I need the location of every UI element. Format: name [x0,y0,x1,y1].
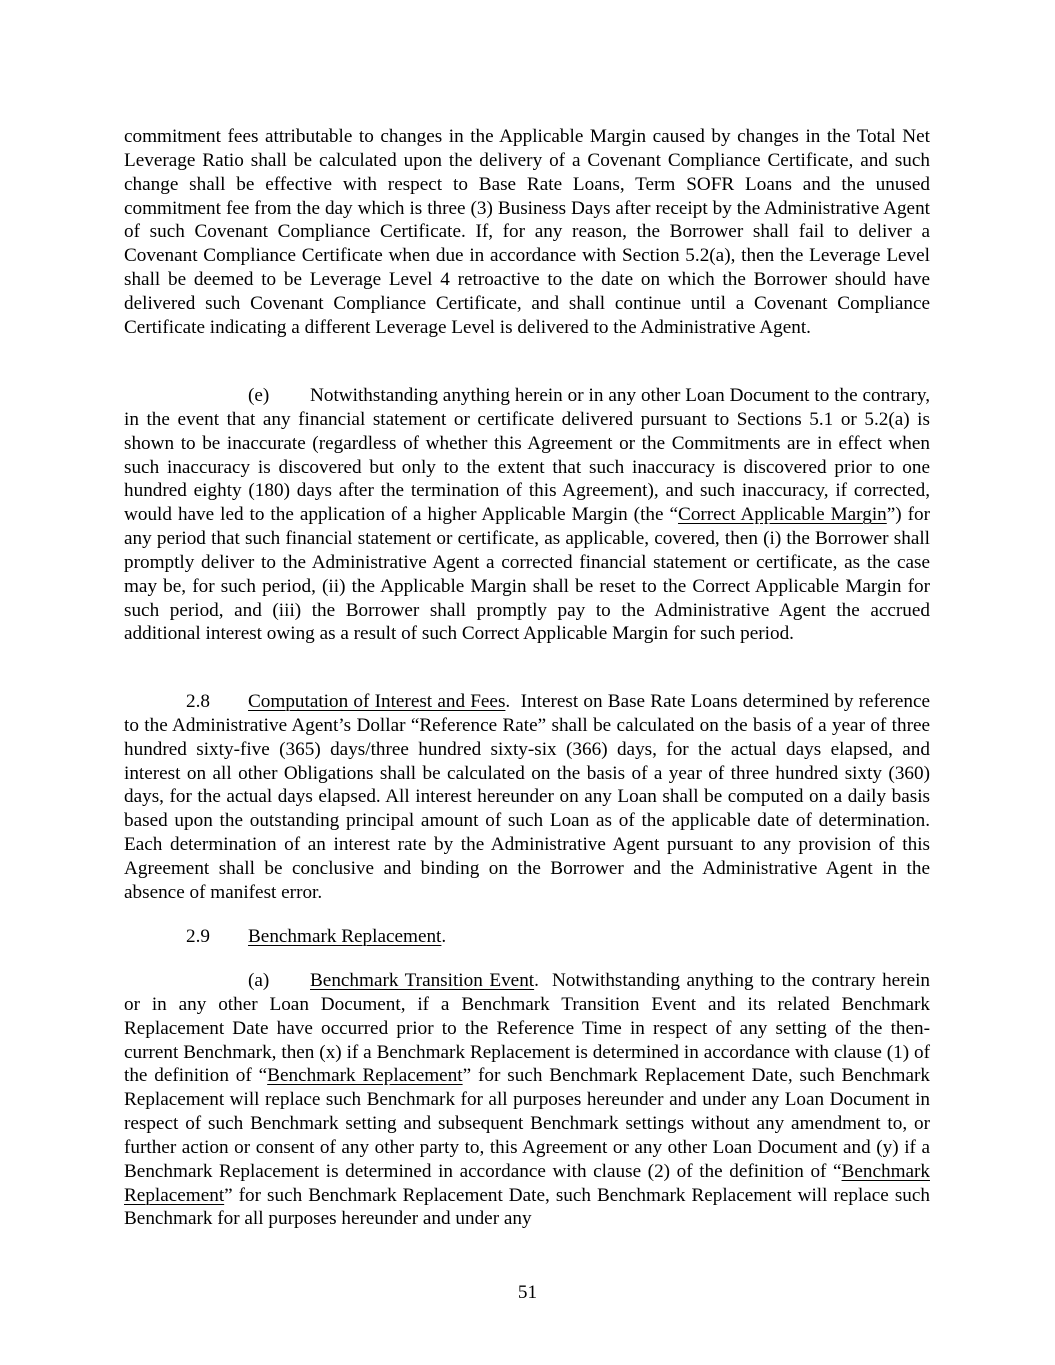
defined-term: Correct Applicable Margin [678,504,887,526]
clause-label: (e) [248,385,270,406]
paragraph-text: Notwithstanding anything to the contrary herein or in any other Loan Document, if a Benchmark Transition Event and its related Benchmark Replacement Date have occurred prior to the Reference Time in respect of any setting of the then-current Benchmark, then (x) if a Benchmark Replacement is determined in accordance with clause (1) of the definition of “ [124,970,931,1087]
paragraph-text: Notwithstanding anything herein or in any other Loan Document to the contrary, in the event that any financial statement or certificate delivered pursuant to Sections 5.1 or 5.2(a) is shown to be inaccurate (regardless of whether this Agreement or the Commitments are in effect when such inaccuracy is discovered but only to the extent that such inaccuracy is discovered prior to one hundred eighty (180) days after the termination of this Agreement), and such inaccuracy, if corrected, would have led to the application of a higher Applicable Margin (the “ [124,385,930,526]
paragraph-text: Interest on Base Rate Loans determined by reference to the Administrative Agent’s Dollar “Reference Rate” shall be calculated on the basis of a year of three hundred sixty-five (365) days/three hundred sixty-six (366) days, for the actual days elapsed, and interest on all other Obligations shall be calculated on the basis of a year of three hundred sixty (360) days, for the actual days elapsed. All interest hereunder on any Loan shall be computed on a daily basis based upon the outstanding principal amount of such Loan as of the applicable date of determination. Each determination of an interest rate by the Administrative Agent pursuant to any provision of this Agreement shall be conclusive and binding on the Borrower and the Administrative Agent in the absence of manifest error. [124,691,930,903]
section-heading: Computation of Interest and Fees [248,691,506,712]
section-2-8-computation [124,690,930,905]
paragraph-leverage-level [124,125,930,340]
page-number: 51 [517,1282,538,1303]
paragraph-a-benchmark-transition [124,969,930,1231]
section-heading: Benchmark Replacement [248,926,442,947]
clause-label: (a) [248,970,270,991]
paragraph-text: ”) for any period that such financial statement or certificate, as applicable, covered, then (i) the Borrower shall promptly deliver to the Administrative Agent a corrected financial statement or certificate, as the case may be, for such period, (ii) the Applicable Margin shall be reset to the Correct Applicable Margin for such period, and (iii) the Borrower shall promptly pay to the Administrative Agent the accrued additional interest owing as a result of such Correct Applicable Margin for such period. [124,504,930,645]
section-number: 2.8 [186,691,210,712]
defined-term: Benchmark Replacement [124,1160,930,1206]
paragraph-e-correct-applicable-margin [124,384,930,646]
paragraph-text: commitment fees attributable to changes in the Applicable Margin caused by changes in the Total Net Leverage Ratio shall be calculated upon the delivery of a Covenant Compliance Certificate, and such change shall be effective with respect to Base Rate Loans, Term SOFR Loans and the unused commitment fee from the day which is three (3) Business Days after receipt by the Administrative Agent of such Covenant Compliance Certificate. If, for any reason, the Borrower shall fail to deliver a Covenant Compliance Certificate when due in accordance with Section 5.2(a), then the Leverage Level shall be deemed to be Leverage Level 4 retroactive to the date on which the Borrower should have delivered such Covenant Compliance Certificate, and shall continue until a Covenant Compliance Certificate indicating a different Leverage Level is delivered to the Administrative Agent. [124,126,930,338]
paragraph-text: ” for such Benchmark Replacement Date, such Benchmark Replacement will replace such Benchmark for all purposes hereunder and under any [124,1184,930,1230]
paragraph-text: ” for such Benchmark Replacement Date, such Benchmark Replacement will replace such Benchmark for all purposes hereunder and under any Loan Document in respect of such Benchmark setting and subsequent Benchmark settings without any amendment to, or further action or consent of any other party to, this Agreement or any other Loan Document and (y) if a Benchmark Replacement is determined in accordance with clause (2) of the definition of “ [124,1065,930,1182]
heading-period: . [534,970,539,991]
clause-heading: Benchmark Transition Event [310,970,535,991]
defined-term: Benchmark Replacement [267,1065,463,1087]
section-number: 2.9 [186,926,210,947]
heading-period: . [505,691,511,712]
section-2-9-heading [124,925,930,949]
heading-period: . [441,926,447,947]
